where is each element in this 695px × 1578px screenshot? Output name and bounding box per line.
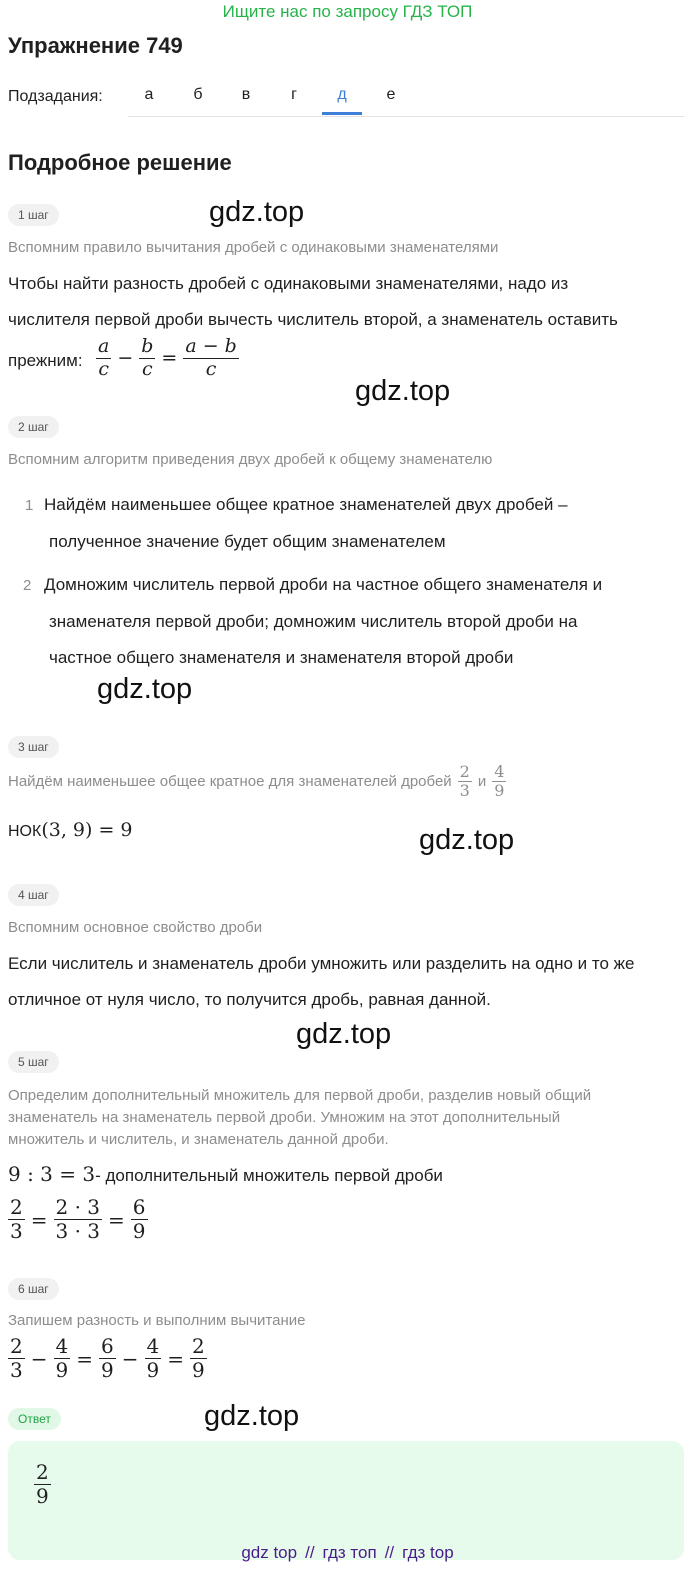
subtask-tabs (128, 80, 684, 117)
step-5-chip: 5 шаг (8, 1051, 59, 1073)
fraction: $\frac{6}{9}$ (101, 1334, 114, 1382)
step-5-hint: Определим дополнительный множитель для первой дроби, разделив новый общий знаменатель на знаменатель первой дроби. Умножим на этот дополнительный множитель и числитель, и знаменатель данной дроби. (8, 1087, 592, 1148)
equals-sign: = (167, 1346, 184, 1371)
step-5-factor (8, 1162, 443, 1186)
subtasks-label: Подзадания: (8, 88, 103, 105)
fraction-a-c: $\frac{a}{c}$ (98, 335, 110, 380)
fraction-2-3: $\frac{2}{3}$ (459, 762, 470, 801)
watermark: gdz.top (355, 375, 451, 407)
page-title: Упражнение 749 (8, 33, 183, 58)
minus-sign: − (30, 1346, 48, 1371)
equals-sign: = (161, 347, 178, 370)
step-4-line: Если числитель и знаменатель дроби умножить или разделить на одно и то же (8, 954, 635, 973)
minus-sign: − (117, 347, 134, 370)
step-1-line: числителя первой дроби вычесть числитель второй, а знаменатель оставить (8, 310, 618, 329)
equals-sign: = (76, 1346, 93, 1371)
answer-value: $\frac{2}{9}$ (36, 1460, 49, 1508)
list-item-line: полученное значение будет общим знаменателем (49, 532, 446, 551)
step-3-chip: 3 шаг (8, 736, 59, 758)
footer-link[interactable]: гдз топ (322, 1543, 377, 1562)
fraction-b-c: $\frac{b}{c}$ (141, 335, 154, 380)
tab-v[interactable]: в (241, 86, 251, 103)
list-item-line: Домножим числитель первой дроби на частное общего знаменателя и (44, 575, 603, 594)
fraction: $\frac{2}{9}$ (192, 1334, 205, 1382)
fraction-4-9: $\frac{4}{9}$ (494, 762, 505, 801)
solution-heading: Подробное решение (8, 150, 232, 175)
minus-sign: − (121, 1346, 139, 1371)
step-6-chip: 6 шаг (8, 1278, 59, 1300)
step-5-calc (8, 1196, 148, 1243)
step-4-chip: 4 шаг (8, 884, 59, 906)
tab-d[interactable]: д (322, 80, 362, 115)
nok-expression (8, 819, 133, 841)
watermark: gdz.top (296, 1018, 392, 1050)
factor-text: - дополнительный множитель первой дроби (95, 1166, 443, 1185)
step-1-line: Чтобы найти разность дробей с одинаковыми знаменателями, надо из (8, 274, 569, 293)
list-number: 2 (23, 577, 32, 594)
step-1-formula (96, 336, 239, 381)
fraction: $\frac{2}{3}$ (10, 1195, 23, 1243)
step-6-hint: Запишем разность и выполним вычитание (8, 1312, 306, 1329)
tab-g[interactable]: г (291, 86, 297, 103)
equals-sign: = (30, 1207, 48, 1232)
step-3-hint: Найдём наименьшее общее кратное для знаменателей дробей (8, 773, 452, 791)
list-item-line: частное общего знаменателя и знаменателя второй дроби (49, 648, 514, 667)
footer-links (0, 1543, 695, 1563)
watermark: gdz.top (209, 196, 305, 228)
tab-b[interactable]: б (193, 86, 203, 103)
tab-e[interactable]: е (386, 86, 396, 103)
factor-expression: 9 : 3 = 3 (8, 1162, 96, 1186)
watermark: gdz.top (204, 1400, 300, 1432)
step-2-hint: Вспомним алгоритм приведения двух дробей к общему знаменателю (8, 451, 493, 468)
answer-chip: Ответ (8, 1408, 61, 1430)
step-1-hint: Вспомним правило вычитания дробей с одинаковыми знаменателями (8, 239, 499, 256)
fraction: $\frac{4}{9}$ (146, 1334, 160, 1382)
list-item-line: Найдём наименьшее общее кратное знаменателей двух дробей – (44, 495, 568, 514)
fraction: $\frac{4}{9}$ (55, 1334, 69, 1382)
step-1-line: прежним: (8, 351, 83, 370)
footer-link[interactable]: gdz top (241, 1543, 298, 1562)
step-6-calc (8, 1335, 207, 1382)
list-number: 1 (25, 497, 34, 514)
fraction: $\frac{2 \cdot 3}{3 \cdot 3}$ (55, 1195, 101, 1243)
step-1-chip: 1 шаг (8, 204, 59, 226)
fraction-result: $\frac{a - b}{c}$ (185, 335, 237, 380)
fraction: $\frac{6}{9}$ (132, 1195, 146, 1243)
nok-value: (3, 9) = 9 (41, 819, 133, 841)
watermark: gdz.top (419, 824, 515, 856)
step-3-hint-row (8, 763, 506, 801)
footer-separator: // (384, 1543, 395, 1562)
step-4-line: отличное от нуля число, то получится дробь, равная данной. (8, 990, 491, 1009)
nok-label: НОК (8, 823, 42, 840)
footer-separator: // (305, 1543, 315, 1562)
tab-a[interactable]: а (144, 86, 154, 103)
search-banner: Ищите нас по запросу ГДЗ ТОП (222, 2, 473, 21)
footer-link[interactable]: гдз top (402, 1543, 454, 1562)
conjunction: и (477, 773, 487, 791)
step-2-chip: 2 шаг (8, 416, 59, 438)
equals-sign: = (108, 1207, 125, 1232)
step-4-hint: Вспомним основное свойство дроби (8, 919, 263, 936)
fraction: $\frac{2}{3}$ (10, 1334, 23, 1382)
watermark: gdz.top (97, 673, 193, 705)
list-item-line: знаменателя первой дроби; домножим числитель второй дроби на (49, 612, 578, 631)
